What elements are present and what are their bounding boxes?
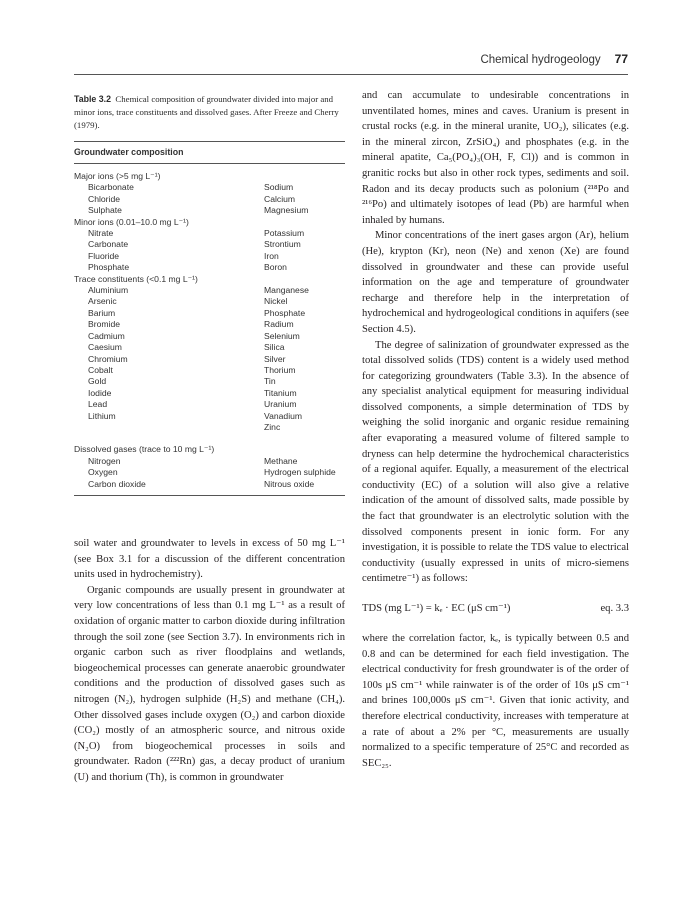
table-row	[74, 467, 345, 478]
right-paragraph-4: where the correlation factor, kₑ, is typically between 0.5 and 0.8 and can be determined for each field investigation. The electrical conductivity for fresh groundwater is of the order of 100s μS cm⁻¹ while rainwater is of the order of 10s μS cm⁻¹ and brines 100,000s μS cm⁻¹. Given that ionic activity, and therefore electrical conductivity, increases with temperature at a rate of about a 2% per °C, measurements are usually normalized to a specific temperature of 25°C and recorded as SEC₂₅.	[362, 633, 629, 769]
table-cell-right: Radium	[264, 319, 294, 330]
table-cell-right: Magnesium	[264, 205, 309, 216]
table-cell-left: Nitrogen	[88, 455, 121, 466]
table-body	[74, 164, 345, 495]
table-row	[74, 296, 345, 307]
right-paragraph-1: and can accumulate to undesirable concentrations in unventilated homes, mines and caves. Uranium is present in crustal rocks (e.g. in the mineral uranite, UO₂), silicates (e.g. in the mineral zircon, ZrSiO₄) and phosphates (e.g. in the mineral apatite, Ca₅(PO₄)₃(OH, F, Cl)) and is common in granitic rocks but also in other rock types, sediments and soil. Radon and its decay products such as polonium (²¹⁸Po and ²¹⁶Po) and ultimately isotopes of lead (Pb) are harmful when inhaled by humans.	[362, 90, 629, 226]
table-cell-left: Gold	[88, 376, 107, 387]
page-number: 77	[614, 52, 628, 66]
table-cell-right: Strontium	[264, 239, 301, 250]
major-ions-rows	[74, 182, 345, 216]
table-cell-left: Arsenic	[88, 296, 117, 307]
table-cell-left: Cadmium	[88, 330, 125, 341]
table-row	[74, 182, 345, 193]
right-column	[362, 88, 629, 771]
right-paragraph-3: The degree of salinization of groundwater expressed as the total dissolved solids (TDS) content is a widely used method for categorizing groundwaters (Table 3.3). In the absence of any specialist analytical equipment for measuring individual dissolved components, a simple determination of TDS by weighing the solid inorganic and organic residue remaining after evaporating a measured volume of filtered sample to dryness can help determine the hydrochemical characteristics of a regional aquifer. Equally, a measurement of the electrical conductivity (EC) of a solution will also give a relative indication of the amount of dissolved salts, made possible by the fact that groundwater is an electrolytic solution with the dissolved components present in ionic form. For any investigation, it is possible to relate the TDS value to electrical conductivity (usually expressed in units of micro-siemens centimetre⁻¹) as follows:	[362, 339, 629, 585]
table-row	[74, 422, 345, 433]
table-cell-left: Bromide	[88, 319, 120, 330]
table-row	[74, 354, 345, 365]
table-cell-right: Potassium	[264, 228, 305, 239]
table-row	[74, 399, 345, 410]
table-row	[74, 228, 345, 239]
table-row	[74, 479, 345, 490]
table-cell-right: Nickel	[264, 296, 288, 307]
table-cell-left: Chromium	[88, 353, 128, 364]
left-paragraph-2: Organic compounds are usually present in groundwater at very low concentrations of less than 0.1 mg L⁻¹ as a result of oxidation of organic matter to carbon dioxide during infiltration through the soil zone (see Section 3.7). In environments rich in organic carbon such as river floodplains and wetlands, biogeochemical processes can generate anaerobic groundwater conditions and the production of dissolved gases such as nitrogen (N₂), hydrogen sulphide (H₂S) and methane (CH₄). Other dissolved gases include oxygen (O₂) and carbon dioxide (CO₂) mostly of an atmospheric source, and nitrous oxide (N₂O) from biogeochemical processes in soils and groundwater. Radon (²²²Rn) gas, a decay product of uranium (U) and thorium (Th), is common in groundwater	[74, 584, 345, 783]
table-row	[74, 239, 345, 250]
major-ions-heading: Major ions (>5 mg L⁻¹)	[74, 171, 161, 181]
table-row	[74, 365, 345, 376]
table-row	[74, 262, 345, 273]
table-row	[74, 205, 345, 216]
table-cell-right: Thorium	[264, 364, 296, 375]
table-cell-left: Lithium	[88, 410, 116, 421]
table-row	[74, 319, 345, 330]
right-paragraph-2: Minor concentrations of the inert gases argon (Ar), helium (He), krypton (Kr), neon (Ne) and xenon (Xe) are found dissolved in groundwater and these can provide useful information on the age and temperature of groundwater recharge and therefore help in the interpretation of hydrochemical and hydrogeological conditions in aquifers (see Section 4.5).	[362, 230, 629, 335]
table-cell-right: Methane	[264, 455, 298, 466]
table-cell-left	[74, 422, 264, 433]
table-cell-right: Calcium	[264, 193, 296, 204]
table-cell-left: Caesium	[88, 342, 122, 353]
equation-label: eq. 3.3	[600, 603, 629, 614]
table-row	[74, 331, 345, 342]
table-cell-right: Silver	[264, 353, 286, 364]
table-caption	[74, 93, 345, 132]
table-cell-right: Silica	[264, 342, 285, 353]
table-cell-left: Lead	[88, 399, 108, 410]
left-column	[74, 88, 345, 785]
dissolved-gases-rows	[74, 456, 345, 490]
table-cell-left: Nitrate	[88, 228, 114, 239]
table-cell-right: Titanium	[264, 387, 297, 398]
running-head-title: Chemical hydrogeology	[480, 54, 601, 66]
table-row	[74, 456, 345, 467]
table-cell-right: Sodium	[264, 182, 294, 193]
table-row	[74, 308, 345, 319]
table-cell-left: Sulphate	[88, 205, 122, 216]
table-row	[74, 376, 345, 387]
table-cell-right: Tin	[264, 376, 276, 387]
equation-text: TDS (mg L⁻¹) = kₑ · EC (μS cm⁻¹)	[362, 603, 511, 614]
table-header: Groundwater composition	[74, 147, 184, 157]
trace-constituents-rows	[74, 285, 345, 433]
table-cell-left: Bicarbonate	[88, 182, 134, 193]
table-cell-right: Phosphate	[264, 307, 306, 318]
table-row	[74, 388, 345, 399]
table-caption-text: Chemical composition of groundwater divided into major and minor ions, trace constituents and dissolved gases. After Freeze and Cherry (1979).	[74, 94, 339, 130]
table-cell-right: Manganese	[264, 285, 309, 296]
minor-ions-heading: Minor ions (0.01–10.0 mg L⁻¹)	[74, 216, 189, 227]
table-row	[74, 285, 345, 296]
table-cell-left: Carbonate	[88, 239, 129, 250]
table-cell-left: Aluminium	[88, 285, 129, 296]
left-paragraph-1: soil water and groundwater to levels in excess of 50 mg L⁻¹ (see Box 3.1 for a discussion of the different concentration units used in hydrochemistry).	[74, 537, 345, 581]
table-cell-right: Zinc	[264, 421, 281, 432]
table-cell-left: Fluoride	[88, 250, 120, 261]
minor-ions-rows	[74, 228, 345, 274]
table-cell-left: Cobalt	[88, 364, 113, 375]
table-cell-right: Boron	[264, 262, 287, 273]
table-row	[74, 194, 345, 205]
table-cell-left: Carbon dioxide	[88, 478, 146, 489]
table-row	[74, 342, 345, 353]
table-3-2	[74, 93, 345, 496]
equation-3-3	[362, 601, 629, 617]
table-label: Table 3.2	[74, 94, 111, 104]
table-cell-left: Iodide	[88, 387, 112, 398]
table-row	[74, 411, 345, 422]
table-cell-left: Phosphate	[88, 262, 130, 273]
table-cell-right: Hydrogen sulphide	[264, 467, 336, 478]
running-head	[74, 52, 628, 70]
table-cell-right: Vanadium	[264, 410, 303, 421]
table-cell-left: Chloride	[88, 193, 121, 204]
table-cell-right: Nitrous oxide	[264, 478, 315, 489]
table-cell-left: Oxygen	[88, 467, 118, 478]
table-row	[74, 251, 345, 262]
table-cell-right: Iron	[264, 250, 279, 261]
header-rule	[74, 74, 628, 75]
table-cell-right: Uranium	[264, 399, 297, 410]
dissolved-gases-heading: Dissolved gases (trace to 10 mg L⁻¹)	[74, 444, 215, 455]
table-cell-left: Barium	[88, 307, 116, 318]
trace-constituents-heading: Trace constituents (<0.1 mg L⁻¹)	[74, 273, 198, 284]
table-cell-right: Selenium	[264, 330, 300, 341]
